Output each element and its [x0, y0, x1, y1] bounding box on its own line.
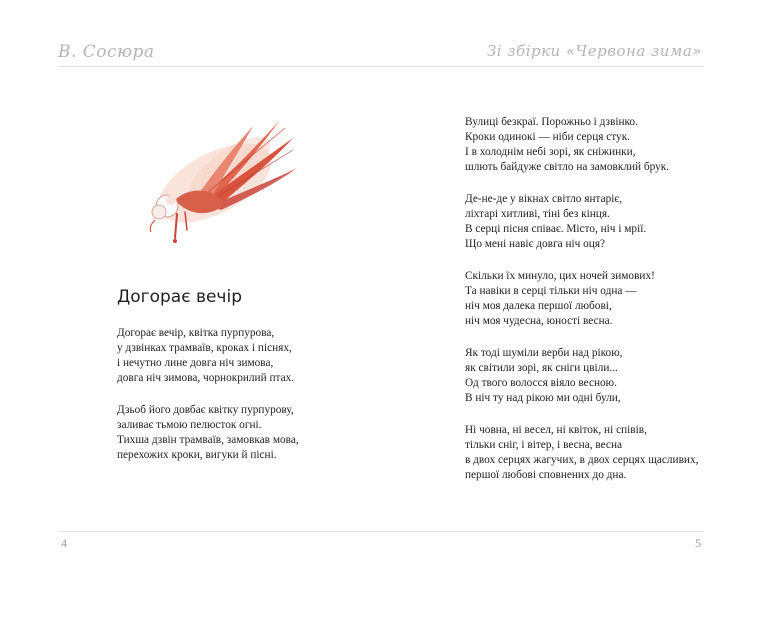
poem-line: І в холоднім небі зорі, як сніжинки, — [465, 146, 636, 158]
poem-line: першої любові сповнених до дна. — [465, 469, 627, 481]
poem-line: заливає тьмою пелюсток огні. — [117, 419, 262, 431]
poem-line: В серці пісня співає. Місто, ніч і мрії. — [465, 223, 647, 235]
poem-line: В ніч ту над рікою ми одні були, — [465, 392, 621, 404]
page-number-left: 4 — [61, 536, 67, 550]
header-collection: Зі збірки «Червона зима» — [486, 42, 702, 60]
poem-line: і нечутно лине довга ніч зимова, — [117, 357, 274, 369]
poem-line: Кроки одинокі — ніби серця стук. — [465, 131, 631, 143]
header-author: В. Сосюра — [58, 42, 155, 62]
poem-line: Вулиці безкраї. Порожньо і дзвінко. — [465, 116, 638, 128]
poem-line: у дзвінках трамваїв, кроках і піснях, — [117, 342, 292, 354]
poem-line: довга ніч зимова, чорнокрилий птах. — [117, 372, 295, 384]
poem-line: Та навіки в серці тільки ніч одна — — [465, 285, 637, 297]
poem-title: Догорає вечір — [117, 287, 242, 307]
right-stanza-5 — [465, 423, 745, 483]
right-stanza-2 — [465, 192, 745, 252]
poem-line: Скільки їх минуло, цих ночей зимових! — [465, 270, 655, 282]
poem-line: шлють байдуже світло на замовклий брук. — [465, 161, 670, 173]
page-number-right: 5 — [695, 536, 701, 550]
poem-line: Де-не-де у вікнах світло янтаріє, — [465, 193, 623, 205]
poem-line: Догорає вечір, квітка пурпурова, — [117, 327, 275, 339]
right-stanza-1 — [465, 115, 745, 175]
poem-line: Що мені навіє довга ніч оця? — [465, 238, 606, 250]
left-poem — [117, 326, 437, 480]
left-stanza-1 — [117, 326, 437, 386]
poem-line: ніч моя далека першої любові, — [465, 300, 612, 312]
bird-flower-illustration-icon — [135, 108, 305, 248]
poem-line: перехожих кроки, вигуки й пісні. — [117, 449, 277, 461]
poem-line: ліхтарі хитливі, тіні без кінця. — [465, 208, 610, 220]
left-stanza-2 — [117, 403, 437, 463]
poem-line: тільки сніг, і вітер, і весна, весна — [465, 439, 622, 451]
right-stanza-3 — [465, 269, 745, 329]
header-rule — [58, 66, 704, 67]
right-stanza-4 — [465, 346, 745, 406]
poem-line: Од твого волосся віяло весною. — [465, 377, 617, 389]
poem-line: Тихша дзвін трамваїв, замовкав мова, — [117, 434, 299, 446]
poem-line: Як тоді шуміли верби над рікою, — [465, 347, 623, 359]
poem-line: як світили зорі, як сніги цвіли... — [465, 362, 618, 374]
poem-line: ніч моя чудесна, юності весна. — [465, 315, 613, 327]
right-poem — [465, 115, 745, 500]
poem-line: в двох серцях жагучих, в двох серцях щасливих, — [465, 454, 699, 466]
footer-rule — [58, 531, 704, 532]
poem-line: Ні човна, ні весел, ні квіток, ні співів, — [465, 424, 647, 436]
poem-line: Дзьоб його довбає квітку пурпурову, — [117, 404, 294, 416]
